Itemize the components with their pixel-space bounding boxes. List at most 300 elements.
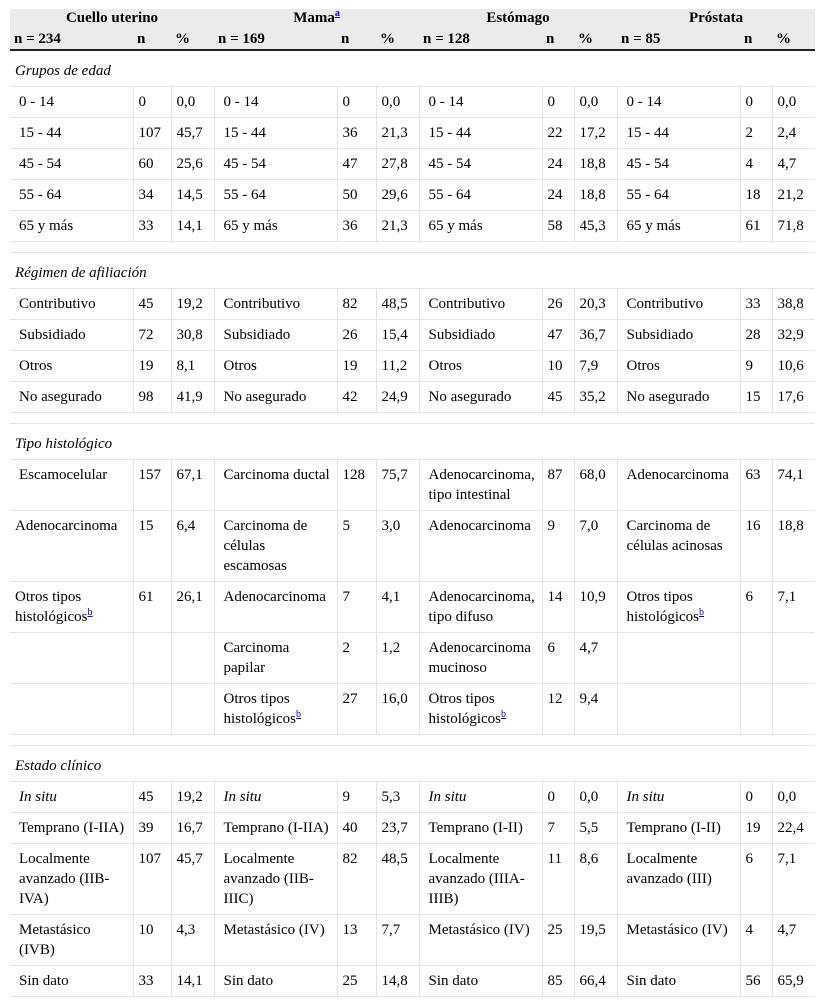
category-label: 65 y más [626, 218, 681, 234]
percent-cell: 18,8 [574, 180, 617, 211]
category-cell [419, 289, 542, 320]
category-cell [214, 320, 337, 351]
category-label: Carcinoma de células escamosas [223, 518, 308, 574]
count-cell: 47 [542, 320, 574, 351]
percent-cell: 0,0 [772, 87, 815, 118]
percent-cell: 16,7 [171, 813, 214, 844]
count-cell: 60 [133, 149, 171, 180]
count-cell: 98 [133, 382, 171, 413]
category-cell [10, 149, 133, 180]
count-cell: 36 [337, 211, 376, 242]
category-label: Localmente avanzado (III) [626, 851, 712, 887]
category-cell [214, 149, 337, 180]
table-row [10, 149, 815, 180]
category-cell [617, 211, 740, 242]
category-label: Localmente avanzado (IIB-IVA) [19, 851, 110, 907]
count-cell: 33 [133, 211, 171, 242]
table-row [10, 382, 815, 413]
count-cell: 13 [337, 915, 376, 966]
percent-cell: 4,1 [376, 582, 419, 633]
count-cell: 107 [133, 844, 171, 915]
percent-cell: 14,8 [376, 966, 419, 997]
category-cell [617, 915, 740, 966]
percent-cell: 19,2 [171, 782, 214, 813]
percent-cell: 4,3 [171, 915, 214, 966]
footnote-b-link[interactable]: b [296, 709, 302, 720]
category-cell [10, 915, 133, 966]
percent-cell: 4,7 [772, 915, 815, 966]
count-cell: 61 [133, 582, 171, 633]
table-row [10, 87, 815, 118]
category-label: Otros [428, 358, 462, 374]
category-label: Adenocarcinoma [428, 518, 531, 534]
percent-cell: 26,1 [171, 582, 214, 633]
footnote-b-link[interactable]: b [501, 709, 507, 720]
count-cell: 40 [337, 813, 376, 844]
header-sub-row [10, 29, 815, 50]
category-cell [617, 351, 740, 382]
percent-cell: 68,0 [574, 460, 617, 511]
percent-cell: 4,7 [772, 149, 815, 180]
pct-header: % [772, 29, 815, 50]
count-cell: 24 [542, 149, 574, 180]
category-label: Metastásico (IV) [626, 922, 728, 938]
header-groups-row [10, 9, 815, 29]
category-cell [617, 813, 740, 844]
count-cell: 4 [740, 149, 772, 180]
category-cell [419, 813, 542, 844]
category-label: No asegurado [223, 389, 307, 405]
count-cell: 34 [133, 180, 171, 211]
category-label: Metastásico (IVB) [19, 922, 91, 958]
count-cell: 6 [740, 844, 772, 915]
category-cell [214, 289, 337, 320]
n-header: n [133, 29, 171, 50]
category-cell [10, 633, 133, 684]
category-label: Subsidiado [626, 327, 694, 343]
category-label: Otros tipos histológicos [626, 589, 700, 625]
category-cell [419, 684, 542, 735]
n-header: n [337, 29, 376, 50]
count-cell: 24 [542, 180, 574, 211]
percent-cell: 0,0 [171, 87, 214, 118]
table-row [10, 582, 815, 633]
category-cell [419, 782, 542, 813]
count-cell: 9 [542, 511, 574, 582]
n-header: n [740, 29, 772, 50]
percent-cell: 19,5 [574, 915, 617, 966]
category-cell [617, 118, 740, 149]
category-label: 0 - 14 [626, 94, 662, 110]
count-cell [133, 633, 171, 684]
category-cell [10, 684, 133, 735]
category-label: Temprano (I-IIA) [223, 820, 329, 836]
category-label: Temprano (I-II) [428, 820, 523, 836]
table-row [10, 966, 815, 997]
percent-cell: 15,4 [376, 320, 419, 351]
count-cell: 56 [740, 966, 772, 997]
category-cell [617, 382, 740, 413]
category-cell [419, 460, 542, 511]
category-cell [419, 382, 542, 413]
category-label: Adenocarcinoma [15, 518, 118, 534]
category-cell [419, 633, 542, 684]
count-cell: 7 [542, 813, 574, 844]
percent-cell: 21,2 [772, 180, 815, 211]
table-row [10, 684, 815, 735]
category-label: 55 - 64 [223, 187, 267, 203]
category-cell [10, 211, 133, 242]
percent-cell: 10,6 [772, 351, 815, 382]
percent-cell: 7,9 [574, 351, 617, 382]
percent-cell: 8,1 [171, 351, 214, 382]
category-label: In situ [19, 789, 57, 805]
count-cell: 82 [337, 844, 376, 915]
category-label: 15 - 44 [223, 125, 267, 141]
count-cell: 128 [337, 460, 376, 511]
percent-cell: 21,3 [376, 118, 419, 149]
percent-cell: 10,9 [574, 582, 617, 633]
percent-cell: 0,0 [574, 782, 617, 813]
category-label: 15 - 44 [19, 125, 62, 141]
percent-cell: 41,9 [171, 382, 214, 413]
category-cell [214, 460, 337, 511]
percent-cell: 14,5 [171, 180, 214, 211]
count-cell: 87 [542, 460, 574, 511]
percent-cell: 7,0 [574, 511, 617, 582]
category-cell [419, 118, 542, 149]
category-label: Temprano (I-IIA) [19, 820, 125, 836]
category-label: Otros tipos histológicos [428, 691, 502, 727]
count-cell: 6 [740, 582, 772, 633]
count-cell: 2 [740, 118, 772, 149]
category-label: Sin dato [428, 973, 479, 989]
category-cell [214, 915, 337, 966]
category-label: Otros [19, 358, 53, 374]
category-label: 0 - 14 [223, 94, 259, 110]
count-cell: 10 [133, 915, 171, 966]
category-cell [617, 844, 740, 915]
count-cell: 61 [740, 211, 772, 242]
spacer-cell [10, 735, 815, 746]
percent-cell: 71,8 [772, 211, 815, 242]
category-label: In situ [223, 789, 262, 805]
category-label: 45 - 54 [19, 156, 62, 172]
category-label: Sin dato [626, 973, 677, 989]
count-cell: 82 [337, 289, 376, 320]
category-label: Sin dato [223, 973, 274, 989]
percent-cell: 65,9 [772, 966, 815, 997]
count-cell: 0 [740, 782, 772, 813]
category-cell [617, 289, 740, 320]
category-label: Localmente avanzado (IIIA-IIIB) [428, 851, 525, 907]
percent-cell: 27,8 [376, 149, 419, 180]
percent-cell: 45,7 [171, 118, 214, 149]
count-cell: 19 [337, 351, 376, 382]
category-cell [617, 966, 740, 997]
table-row [10, 320, 815, 351]
category-label: Metastásico (IV) [223, 922, 325, 938]
n-total-header: n = 85 [617, 29, 740, 50]
count-cell: 28 [740, 320, 772, 351]
category-cell [419, 582, 542, 633]
count-cell [133, 684, 171, 735]
footnote-b-link[interactable]: b [87, 607, 93, 618]
category-label: Adenocarcinoma mucinoso [428, 640, 531, 676]
category-cell [214, 180, 337, 211]
percent-cell: 45,7 [171, 844, 214, 915]
table-row [10, 782, 815, 813]
category-cell [10, 351, 133, 382]
percent-cell: 22,4 [772, 813, 815, 844]
percent-cell: 24,9 [376, 382, 419, 413]
category-cell [419, 966, 542, 997]
table-row [10, 460, 815, 511]
category-label: Metastásico (IV) [428, 922, 530, 938]
percent-cell: 66,4 [574, 966, 617, 997]
count-cell: 26 [542, 289, 574, 320]
category-label: Escamocelular [19, 467, 108, 483]
section-spacer [10, 413, 815, 424]
count-cell: 45 [133, 782, 171, 813]
category-label: 55 - 64 [428, 187, 472, 203]
percent-cell: 5,5 [574, 813, 617, 844]
category-label: Subsidiado [428, 327, 496, 343]
count-cell: 6 [542, 633, 574, 684]
count-cell: 45 [133, 289, 171, 320]
category-cell [617, 633, 740, 684]
count-cell: 33 [740, 289, 772, 320]
n-total-header: n = 234 [10, 29, 133, 50]
section-header-row [10, 746, 815, 782]
category-cell [10, 289, 133, 320]
count-cell: 25 [337, 966, 376, 997]
category-cell [617, 320, 740, 351]
category-label: In situ [626, 789, 665, 805]
category-label: Sin dato [19, 973, 69, 989]
footnote-a-link[interactable]: a [334, 8, 340, 19]
count-cell: 0 [740, 87, 772, 118]
category-label: Adenocarcinoma [223, 589, 326, 605]
count-cell: 11 [542, 844, 574, 915]
category-cell [214, 633, 337, 684]
category-label: 45 - 54 [428, 156, 472, 172]
table-row [10, 813, 815, 844]
percent-cell: 35,2 [574, 382, 617, 413]
count-cell: 7 [337, 582, 376, 633]
category-cell [419, 211, 542, 242]
percent-cell: 0,0 [376, 87, 419, 118]
count-cell: 9 [337, 782, 376, 813]
count-cell: 85 [542, 966, 574, 997]
category-label: Adenocarcinoma [626, 467, 729, 483]
count-cell [740, 684, 772, 735]
percent-cell: 8,6 [574, 844, 617, 915]
category-cell [214, 966, 337, 997]
category-cell [214, 87, 337, 118]
category-label: 0 - 14 [428, 94, 464, 110]
count-cell: 25 [542, 915, 574, 966]
category-cell [419, 320, 542, 351]
percent-cell [772, 633, 815, 684]
category-label: In situ [428, 789, 467, 805]
table-row [10, 511, 815, 582]
section-title: Tipo histológico [10, 424, 815, 460]
spacer-cell [10, 413, 815, 424]
percent-cell: 17,6 [772, 382, 815, 413]
count-cell: 0 [337, 87, 376, 118]
category-label: Subsidiado [223, 327, 291, 343]
percent-cell: 48,5 [376, 289, 419, 320]
percent-cell: 20,3 [574, 289, 617, 320]
count-cell: 33 [133, 966, 171, 997]
percent-cell: 18,8 [772, 511, 815, 582]
group-header-prostate: Próstata [617, 9, 815, 29]
percent-cell: 67,1 [171, 460, 214, 511]
category-cell [214, 684, 337, 735]
category-label: 55 - 64 [626, 187, 670, 203]
category-label: Carcinoma ductal [223, 467, 330, 483]
footnote-b-link[interactable]: b [699, 607, 705, 618]
category-cell [214, 382, 337, 413]
percent-cell: 14,1 [171, 966, 214, 997]
section-header-row [10, 253, 815, 289]
category-label: No asegurado [19, 389, 102, 405]
category-label: Carcinoma de células acinosas [626, 518, 723, 554]
count-cell: 36 [337, 118, 376, 149]
category-label: Contributivo [428, 296, 506, 312]
count-cell: 26 [337, 320, 376, 351]
count-cell: 0 [133, 87, 171, 118]
count-cell: 72 [133, 320, 171, 351]
percent-cell: 19,2 [171, 289, 214, 320]
category-cell [617, 511, 740, 582]
count-cell: 2 [337, 633, 376, 684]
count-cell: 0 [542, 782, 574, 813]
category-label: Contributivo [223, 296, 301, 312]
count-cell: 19 [740, 813, 772, 844]
group-header-cervix: Cuello uterino [10, 9, 214, 29]
percent-cell: 17,2 [574, 118, 617, 149]
percent-cell: 7,7 [376, 915, 419, 966]
section-spacer [10, 242, 815, 253]
category-cell [214, 582, 337, 633]
category-label: 15 - 44 [626, 125, 670, 141]
section-header-row [10, 50, 815, 87]
percent-cell: 18,8 [574, 149, 617, 180]
category-cell [419, 180, 542, 211]
percent-cell: 7,1 [772, 582, 815, 633]
category-label: No asegurado [626, 389, 710, 405]
category-cell [617, 87, 740, 118]
percent-cell: 25,6 [171, 149, 214, 180]
count-cell: 42 [337, 382, 376, 413]
percent-cell: 1,2 [376, 633, 419, 684]
table-row [10, 118, 815, 149]
count-cell: 50 [337, 180, 376, 211]
percent-cell: 32,9 [772, 320, 815, 351]
category-cell [10, 118, 133, 149]
group-header-breast: Mama$^a$ [214, 9, 419, 29]
spacer-cell [10, 242, 815, 253]
category-cell [419, 915, 542, 966]
category-cell [10, 782, 133, 813]
group-header-stomach: Estómago [419, 9, 617, 29]
percent-cell: 75,7 [376, 460, 419, 511]
percent-cell: 0,0 [574, 87, 617, 118]
table-row [10, 351, 815, 382]
section-title: Grupos de edad [10, 50, 815, 87]
percent-cell: 30,8 [171, 320, 214, 351]
count-cell: 107 [133, 118, 171, 149]
n-total-header: n = 169 [214, 29, 337, 50]
percent-cell [171, 684, 214, 735]
count-cell: 22 [542, 118, 574, 149]
category-cell [419, 511, 542, 582]
table-row [10, 211, 815, 242]
count-cell: 10 [542, 351, 574, 382]
category-label: Adenocarcinoma, tipo difuso [428, 589, 535, 625]
category-label: Contributivo [626, 296, 704, 312]
percent-cell: 5,3 [376, 782, 419, 813]
category-label: Otros tipos histológicos [15, 589, 88, 625]
category-cell [10, 87, 133, 118]
category-label: Otros [626, 358, 660, 374]
count-cell: 5 [337, 511, 376, 582]
category-label: Contributivo [19, 296, 96, 312]
category-label: No asegurado [428, 389, 512, 405]
count-cell: 4 [740, 915, 772, 966]
category-label: 45 - 54 [223, 156, 267, 172]
category-label: Subsidiado [19, 327, 86, 343]
percent-cell: 45,3 [574, 211, 617, 242]
section-spacer [10, 735, 815, 746]
count-cell: 15 [740, 382, 772, 413]
category-cell [214, 782, 337, 813]
percent-cell: 23,7 [376, 813, 419, 844]
category-cell [10, 966, 133, 997]
category-label: 65 y más [223, 218, 278, 234]
count-cell: 16 [740, 511, 772, 582]
percent-cell: 6,4 [171, 511, 214, 582]
percent-cell [171, 633, 214, 684]
count-cell: 15 [133, 511, 171, 582]
category-cell [419, 844, 542, 915]
category-cell [214, 511, 337, 582]
percent-cell: 36,7 [574, 320, 617, 351]
category-label: Carcinoma papilar [223, 640, 290, 676]
category-cell [617, 180, 740, 211]
category-cell [10, 844, 133, 915]
count-cell: 14 [542, 582, 574, 633]
percent-cell: 2,4 [772, 118, 815, 149]
category-cell [214, 813, 337, 844]
category-label: Otros [223, 358, 257, 374]
count-cell: 45 [542, 382, 574, 413]
percent-cell: 74,1 [772, 460, 815, 511]
category-label: 45 - 54 [626, 156, 670, 172]
section-header-row [10, 424, 815, 460]
category-cell [10, 582, 133, 633]
category-cell [10, 813, 133, 844]
percent-cell: 11,2 [376, 351, 419, 382]
category-label: 0 - 14 [19, 94, 54, 110]
table-row [10, 844, 815, 915]
pct-header: % [574, 29, 617, 50]
percent-cell: 3,0 [376, 511, 419, 582]
count-cell: 47 [337, 149, 376, 180]
category-cell [419, 149, 542, 180]
